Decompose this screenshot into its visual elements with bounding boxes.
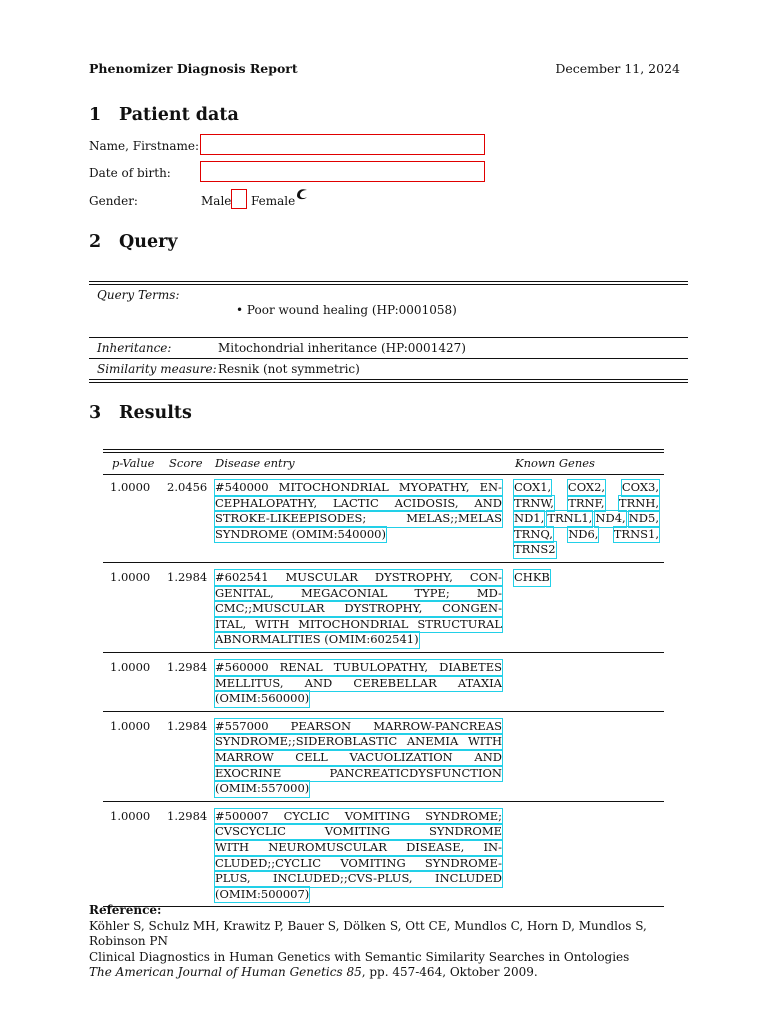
pvalue-cell: 1.0000 (110, 718, 151, 733)
gene-link[interactable]: COX3, (621, 480, 659, 494)
disease-entry-line[interactable]: #560000 RENAL TUBULOPATHY, DIABETES (215, 660, 502, 674)
col-header-disease: Disease entry (215, 456, 295, 470)
dob-label: Date of birth: (89, 166, 171, 180)
disease-entry-line[interactable]: ABNORMALITIES (OMIM:602541) (215, 632, 419, 647)
gene-link[interactable]: ND5, (628, 511, 659, 526)
gene-line (514, 511, 659, 527)
section-number: 3 (89, 403, 102, 423)
gender-label: Gender: (89, 194, 138, 208)
disease-entry-line[interactable]: CMC;;MUSCULAR DYSTROPHY, CONGEN- (215, 601, 502, 616)
gene-link[interactable]: TRNL1, (547, 511, 593, 526)
reference-pages: , pp. 457-464, Oktober 2009. (361, 965, 538, 980)
similarity-label: Similarity measure: (97, 362, 217, 376)
disease-entry-line[interactable]: #602541 MUSCULAR DYSTROPHY, CON- (215, 570, 502, 584)
disease-entry-line[interactable]: ITAL, WITH MITOCHONDRIAL STRUCTURAL (215, 616, 502, 631)
gene-link[interactable]: COX2, (567, 480, 606, 494)
table-rule (103, 801, 664, 802)
score-cell: 1.2984 (167, 660, 208, 674)
section-results-heading (89, 403, 192, 423)
gene-link[interactable]: ND4, (595, 511, 626, 526)
col-header-genes: Known Genes (515, 456, 595, 470)
inheritance-label: Inheritance: (97, 341, 172, 355)
disease-entry-link[interactable] (215, 809, 502, 903)
section-title: Query (119, 232, 178, 252)
disease-entry-line[interactable]: #557000 PEARSON MARROW-PANCREAS (215, 718, 502, 733)
disease-entry-line[interactable]: (OMIM:557000) (215, 781, 310, 796)
table-rule (103, 449, 664, 450)
male-label: Male (201, 194, 232, 208)
gene-link[interactable]: TRNQ, (514, 526, 553, 541)
gene-link[interactable]: ND6, (568, 526, 599, 541)
known-genes-cell (514, 480, 659, 558)
disease-entry-line[interactable]: (OMIM:560000) (215, 691, 310, 706)
score-cell: 2.0456 (167, 480, 208, 494)
table-rule (103, 452, 664, 453)
female-label: Female (251, 194, 296, 208)
disease-entry-line[interactable]: #500007 CYCLIC VOMITING SYNDROME; (215, 808, 502, 823)
male-checkbox[interactable] (231, 189, 247, 209)
disease-entry-link[interactable] (215, 660, 502, 707)
score-cell: 1.2984 (167, 718, 208, 733)
reference-paper: Clinical Diagnostics in Human Genetics with Semantic Similarity Searches in Ontologies (89, 949, 630, 964)
disease-entry-line[interactable]: CVSCYCLIC VOMITING SYNDROME (215, 824, 502, 839)
disease-entry-link[interactable] (215, 719, 502, 797)
table-rule (89, 284, 688, 285)
disease-entry-line[interactable]: MELLITUS, AND CEREBELLAR ATAXIA (215, 675, 502, 690)
known-genes-cell (514, 570, 659, 586)
disease-entry-line[interactable]: WITH NEUROMUSCULAR DISEASE, IN- (215, 839, 502, 854)
section-title: Results (119, 403, 192, 423)
reference-block (89, 903, 689, 981)
col-header-score: Score (169, 456, 203, 470)
gene-link[interactable]: TRNH, (618, 495, 659, 510)
section-number: 2 (89, 232, 102, 252)
reference-journal: The American Journal of Human Genetics 85 (89, 965, 362, 980)
gene-line (514, 480, 659, 496)
gene-line (514, 542, 659, 558)
gene-link[interactable]: TRNF, (568, 495, 605, 510)
name-field[interactable] (200, 134, 485, 155)
gene-link[interactable]: TRNS2 (514, 542, 556, 557)
disease-entry-line[interactable]: SYNDROME;;SIDEROBLASTIC ANEMIA WITH (215, 734, 502, 749)
section-title: Patient data (119, 105, 239, 125)
report-date: December 11, 2024 (555, 61, 680, 76)
disease-entry-line[interactable]: CLUDED;;CYCLIC VOMITING SYNDROME- (215, 855, 502, 870)
table-rule (103, 474, 664, 475)
pvalue-cell: 1.0000 (110, 808, 151, 823)
table-rule (103, 562, 664, 563)
disease-entry-link[interactable] (215, 570, 502, 648)
table-rule (89, 337, 688, 338)
section-patient-heading (89, 105, 239, 125)
gene-line (514, 496, 659, 512)
page-header (89, 61, 680, 76)
reference-authors: Köhler S, Schulz MH, Krawitz P, Bauer S, Dölken S, Ott CE, Mundlos C, Horn D, Mundlos S, Robinson PN (89, 918, 647, 949)
disease-entry-line[interactable]: GENITAL, MEGACONIAL TYPE; MD- (215, 585, 502, 600)
disease-entry-line[interactable]: MARROW CELL VACUOLIZATION AND (215, 749, 502, 764)
disease-entry-line[interactable]: STROKE-LIKEEPISODES; MELAS;;MELAS (215, 511, 502, 526)
table-rule (89, 379, 688, 380)
report-title: Phenomizer Diagnosis Report (89, 61, 298, 76)
gene-link[interactable]: CHKB (514, 570, 550, 584)
disease-entry-line[interactable]: SYNDROME (OMIM:540000) (215, 526, 386, 541)
female-checkbox-icon[interactable] (295, 187, 309, 201)
disease-entry-line[interactable]: EXOCRINE PANCREATICDYSFUNCTION (215, 765, 502, 780)
section-query-heading (89, 232, 178, 252)
disease-entry-line[interactable]: CEPHALOPATHY, LACTIC ACIDOSIS, AND (215, 495, 502, 510)
col-header-pvalue: p-Value (112, 456, 155, 470)
pvalue-cell: 1.0000 (110, 660, 151, 674)
table-rule (103, 711, 664, 712)
gene-link[interactable]: COX1, (514, 480, 552, 494)
score-cell: 1.2984 (167, 570, 208, 584)
dob-field[interactable] (200, 161, 485, 182)
gene-link[interactable]: ND1, (514, 511, 545, 526)
score-cell: 1.2984 (167, 808, 208, 823)
disease-entry-link[interactable] (215, 480, 502, 542)
disease-entry-line[interactable]: (OMIM:500007) (215, 886, 310, 901)
similarity-value: Resnik (not symmetric) (218, 362, 360, 376)
pvalue-cell: 1.0000 (110, 570, 151, 584)
table-rule (89, 382, 688, 383)
table-rule (103, 652, 664, 653)
gene-link[interactable]: TRNW, (514, 495, 554, 510)
query-term-item: • Poor wound healing (HP:0001058) (236, 303, 457, 317)
inheritance-value: Mitochondrial inheritance (HP:0001427) (218, 341, 466, 355)
name-label: Name, Firstname: (89, 139, 200, 153)
gene-line (514, 570, 659, 586)
disease-entry-line[interactable]: PLUS, INCLUDED;;CVS-PLUS, INCLUDED (215, 871, 502, 886)
section-number: 1 (89, 105, 102, 125)
disease-entry-line[interactable]: #540000 MITOCHONDRIAL MYOPATHY, EN- (215, 480, 502, 494)
reference-title: Reference: (89, 903, 162, 917)
query-term-text: Poor wound healing (HP:0001058) (246, 303, 457, 317)
pvalue-cell: 1.0000 (110, 480, 151, 494)
gene-line (514, 527, 659, 543)
query-terms-label: Query Terms: (97, 288, 180, 302)
table-rule (89, 281, 688, 282)
gene-link[interactable]: TRNS1, (613, 526, 659, 541)
table-rule (89, 358, 688, 359)
